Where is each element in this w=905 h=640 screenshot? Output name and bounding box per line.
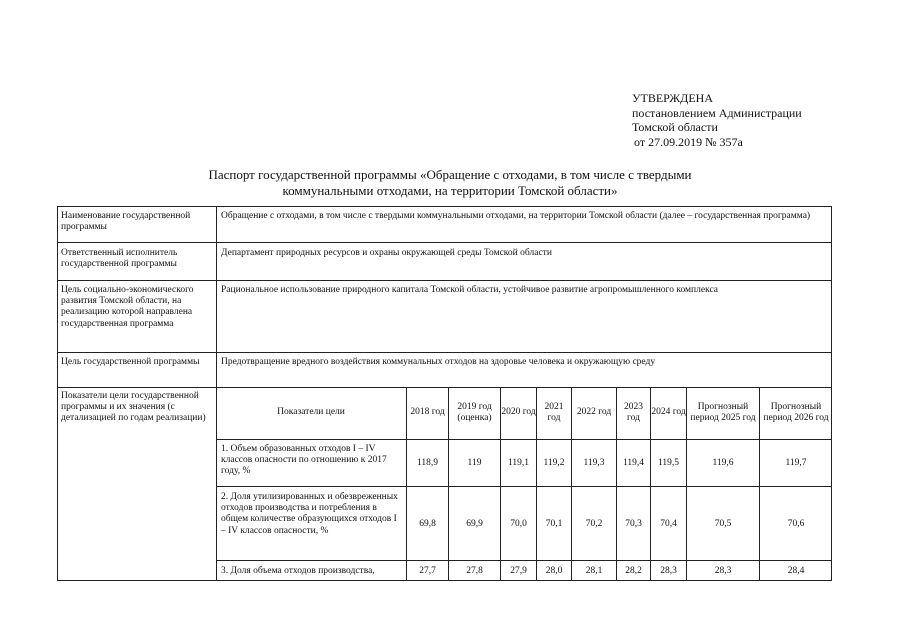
row-label-executor: Ответственный исполнитель государственной программы bbox=[61, 248, 178, 270]
indicator-value: 70,5 bbox=[714, 518, 732, 529]
indicator-header-year: 2024 год bbox=[651, 407, 686, 418]
indicator-header-year: 2023 год bbox=[624, 401, 643, 423]
indicator-header-year: 2019 год (оценка) bbox=[457, 401, 492, 423]
document-title bbox=[140, 167, 760, 198]
title-line-1: Паспорт государственной программы «Обращение с отходами, в том числе с твердыми bbox=[208, 167, 692, 182]
row-value-program-name: Обращение с отходами, в том числе с твердыми коммунальными отходами, на территории Томской области (далее – государственная программа) bbox=[221, 211, 811, 221]
indicator-value: 28,1 bbox=[585, 566, 603, 576]
indicator-value: 70,4 bbox=[660, 518, 677, 529]
indicator-value: 70,2 bbox=[585, 518, 603, 529]
indicator-value: 28,3 bbox=[660, 566, 677, 576]
indicator-value: 119,4 bbox=[622, 458, 645, 468]
indicator-value: 118,9 bbox=[416, 458, 439, 468]
indicator-name: 2. Доля утилизированных и обезвреженных отходов производства и потребления в общем количестве образующихся отходов I – IV классов опасности, % bbox=[221, 492, 398, 536]
title-line-2: коммунальными отходами, на территории Томской области» bbox=[282, 182, 618, 198]
row-value-program-goal: Предотвращение вредного воздействия коммунальных отходов на здоровье человека и окружающую среду bbox=[221, 357, 656, 367]
row-label-regional-goal: Цель социально-экономического развития Томской области, на реализацию которой направлена государственная программа bbox=[61, 285, 194, 329]
row-divider bbox=[57, 352, 832, 353]
indicator-value: 70,0 bbox=[510, 518, 527, 529]
indicator-value: 119,2 bbox=[543, 458, 565, 468]
indicator-value: 69,9 bbox=[466, 518, 483, 529]
indicator-value: 28,0 bbox=[545, 566, 563, 576]
indicator-header-name: Показатели цели bbox=[277, 407, 345, 418]
approval-issuer: постановлением Администрации bbox=[632, 105, 802, 120]
indicator-value: 70,1 bbox=[545, 518, 563, 529]
indicator-value: 28,2 bbox=[625, 566, 642, 576]
indicator-value: 28,3 bbox=[714, 566, 732, 576]
indicator-value: 119,1 bbox=[507, 458, 530, 468]
indicator-header-year: 2020 год bbox=[501, 407, 536, 418]
approval-date: от 27.09.2019 № 357а bbox=[634, 134, 743, 149]
indicator-value: 119 bbox=[467, 458, 482, 468]
row-label-indicators: Показатели цели государственной программы и их значения (с детализацией по годам реализации) bbox=[61, 391, 206, 424]
indicator-value: 119,6 bbox=[712, 458, 734, 468]
indicator-name: 3. Доля объема отходов производства, bbox=[221, 566, 375, 576]
indicator-value: 27,8 bbox=[466, 566, 483, 576]
approval-stamp bbox=[632, 91, 802, 149]
indicator-value: 27,7 bbox=[419, 566, 436, 576]
approval-status: УТВЕРЖДЕНА bbox=[632, 91, 714, 105]
indicator-value: 70,3 bbox=[625, 518, 642, 529]
row-divider bbox=[57, 242, 832, 243]
indicator-value: 119,7 bbox=[785, 458, 807, 468]
indicator-name: 1. Объем образованных отходов I – IV классов опасности по отношению к 2017 году, % bbox=[221, 444, 387, 477]
indicator-value: 119,5 bbox=[657, 458, 680, 468]
row-divider bbox=[57, 280, 832, 281]
indicator-header-year: 2021 год bbox=[544, 401, 564, 423]
indicator-header-year: 2018 год bbox=[410, 407, 445, 418]
row-value-regional-goal: Рациональное использование природного капитала Томской области, устойчивое развитие агропромышленного комплекса bbox=[221, 285, 718, 295]
indicator-header-year: Прогнозный период 2025 год bbox=[690, 401, 756, 423]
indicator-value: 27,9 bbox=[510, 566, 527, 576]
indicator-header-year: 2022 год bbox=[576, 407, 612, 418]
indicator-value: 70,6 bbox=[787, 518, 805, 529]
indicator-value: 119,3 bbox=[583, 458, 605, 468]
indicator-header-year: Прогнозный период 2026 год bbox=[763, 401, 829, 423]
row-label-program-goal: Цель государственной программы bbox=[61, 357, 200, 367]
row-value-executor: Департамент природных ресурсов и охраны окружающей среды Томской области bbox=[221, 248, 552, 258]
indicator-value: 28,4 bbox=[787, 566, 805, 576]
row-label-program-name: Наименование государственной программы bbox=[61, 211, 191, 233]
approval-region: Томской области bbox=[632, 120, 718, 134]
indicator-value: 69,8 bbox=[419, 518, 436, 529]
